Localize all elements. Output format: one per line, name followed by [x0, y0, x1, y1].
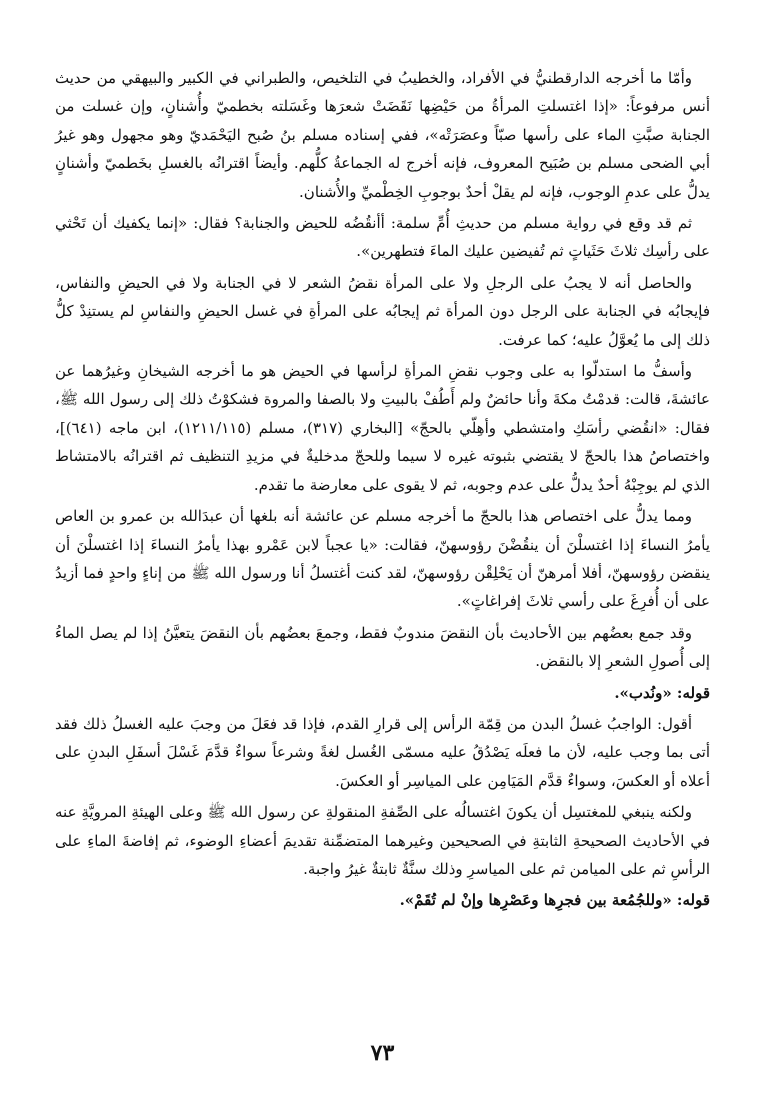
- paragraph-ibn-amr: ومما يدلُّ على اختصاص هذا بالحجّ ما أخرجه مسلم عن عائشة أنه بلغها أن عبدَالله بن عمرو بن العاص يأمرُ النساءَ إذا اغتسلْنَ أن ينقُضْنَ رؤوسهنّ، فقالت: «يا عجباً لابن عَمْرو بهذا يأمرُ النساءَ إذا اغتسلْنَ أن ينقضن رؤوسهنّ، أفلا أمرهنّ أن يَحْلِقْن رؤوسهنّ، لقد كنت أغتسلُ أنا ورسول الله ﷺ من إناءٍ واحدٍ فما أزيدُ على أن أُفرِغَ على رأسي ثلاثَ إفراغاتٍ».: [55, 507, 710, 611]
- paragraph-aqul-ghusl: أقول: الواجبُ غسلُ البدن من قِمّة الرأس إلى قرارِ القدم، فإذا قد فعَلَ من وجبَ عليه الغسلُ ذلك فقد أتى بما وجب عليه، لأن ما فعلَه يَصْدُقُ عليه مسمّى الغُسل لغةً وشرعاً سواءٌ قدَّمَ غَسْلَ أسفَلِ البدنِ على أعلاه أو العكسَ، وسواءٌ قدَّم المَيَامِن على المياسِر أو العكسَ.: [55, 714, 710, 790]
- paragraph-umm-salama: ثم قد وقع في رواية مسلم من حديثِ أُمِّ سلمة: أأنقُضُه للحيض والجنابة؟ فقال: «إنما يكفيك أن تَحْثي على رأسِك ثلاثَ حَثَياتٍ ثم تُفيضين عليك الماءَ فتطهرين».: [55, 214, 710, 261]
- heading-qawl-jumua: قوله: «وللجُمُعة بين فجرِها وعَصْرِها وإنْ لم تُقَمْ».: [399, 891, 710, 910]
- paragraph-sunnah-method: ولكنه ينبغي للمغتسِل أن يكونَ اغتسالُه على الصِّفةِ المنقولةِ عن رسول الله ﷺ وعلى الهيئةِ المرويَّةِ عنه في الأحاديث الصحيحةِ الثابتةِ في الصحيحين وغيرهما المتضمِّنة تقديمَ أعضاءِ الوضوء، ثم إفاضةَ الماءِ على الرأسِ ثم على الميامن ثم على المياسرِ وذلك سنَّةٌ ثابتةٌ غيرُ واجبة.: [55, 803, 710, 878]
- paragraph-aisha-hajj: وأسفُّ ما استدلّوا به على وجوب نقضِ المرأةِ لرأسها في الحيض هو ما أخرجه الشيخانِ وغيرُهما عن عائشةَ، قالت: قدمْتُ مكةَ وأنا حائضٌ ولم أَطُفْ بالبيتِ ولا بالصفا والمروة فشكوْتُ ذلك إلى رسول الله ﷺ، فقال: «انقُضي رأسَكِ وامتشطي وأهِلّي بالحجّ» [البخاري (٣١٧)، مسلم (١٢١١/١١٥)، ابن ماجه (٦٤١)]، واختصاصُ هذا بالحجّ لا يقتضي بثبوته غيره لا سيما وللحجّ مدخليةٌ في مزيدِ التنظيف ثم اقترانُه بالامتشاط الذي لم يوجِبْهُ أحدٌ يدلُّ على عدم وجوبه، ثم لا يقوى على معارضة ما تقدم.: [55, 362, 710, 494]
- paragraph-dharqutni-hadith: وأمّا ما أخرجه الدارقطنيُّ في الأفراد، والخطيبُ في التلخيص، والطبراني في الكبير والبيهقي من حديث أنس مرفوعاً: «إذا اغتسلتِ المرأةُ من حَيْضِها نَقَضَتْ شعرَها وغَسَلته بخطميّ وأُشنانٍ، وإن غسلت من الجنابة صبَّتِ الماء على رأسها صبّاً وعصَرَتْه»، ففي إسناده مسلم بنُ صُبح اليَحْمَديّ وهو مجهول وهو غيرُ أبي الضحى مسلم بن صُبَيح المعروف، فإنه أخرج له الجماعةُ كلُّهم. وأيضاً اقترانُه بالغسلِ بخَطميّ وأشنانٍ يدلُّ على عدمِ الوجوب، فإنه لم يقلْ أحدٌ بوجوبِ الخِطْميِّ والأُشنان.: [55, 69, 710, 201]
- heading-qawl-nudiba: قوله: «ونُدب».: [614, 683, 710, 702]
- paragraph-conclusion: والحاصل أنه لا يجبُ على الرجلِ ولا على المرأة نقضُ الشعر لا في الجنابة ولا في الحيضِ والنفاس، فإيجابُه في الجنابة على الرجل دون المرأة ثم إيجابُه على المرأةِ في غسل الحيضِ والنفاسِ لم يستنِدْ كلُّ ذلك إلى ما يُعوَّلُ عليه؛ كما عرفت.: [55, 273, 710, 349]
- page-number: ٧٣: [370, 1040, 395, 1066]
- paragraph-reconciliation: وقد جمع بعضُهم بين الأحاديث بأن النقضَ مندوبٌ فقط، وجمعَ بعضُهم بأن النقضَ يتعيَّنُ إذا لم يصل الماءُ إلى أُصولِ الشعرِ إلا بالنقض.: [55, 623, 710, 671]
- document-page: [55, 64, 710, 918]
